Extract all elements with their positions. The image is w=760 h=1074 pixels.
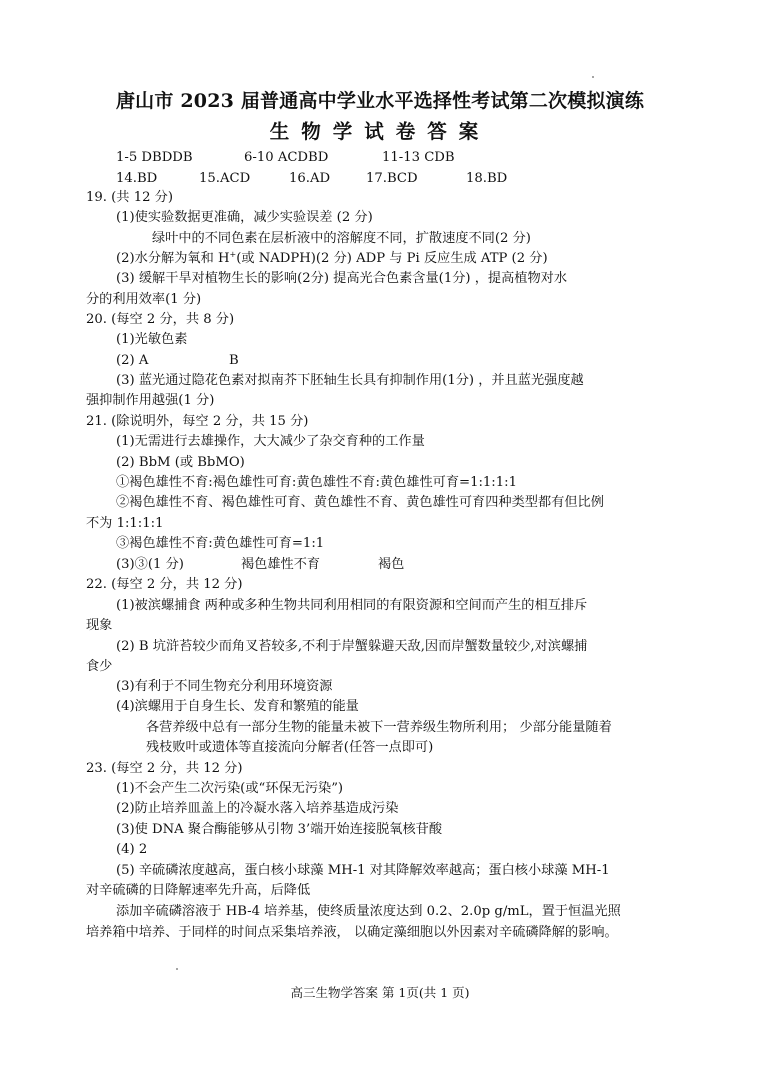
q21-line: 不为 1:1:1:1 xyxy=(86,516,164,531)
q19-line: 分的利用效率(1 分) xyxy=(86,292,202,307)
q21-heading: 21. (除说明外，每空 2 分，共 15 分) xyxy=(86,414,309,429)
q22-line: (2) B 坑浒苔较少而角叉苔较多,不利于岸蟹躲避天敌,因而岸蟹数量较少,对滨螺捕 xyxy=(116,639,588,654)
page-title: 唐山市 2023 届普通高中学业水平选择性考试第二次模拟演练 xyxy=(115,90,645,112)
q21-line: ②褐色雄性不育、褐色雄性可育、黄色雄性不育、黄色雄性可育四种类型都有但比例 xyxy=(116,495,604,510)
q22-line: 残枝败叶或遗体等直接流向分解者(任答一点即可) xyxy=(146,740,434,755)
q23-line: (4) 2 xyxy=(116,842,148,857)
q22-line: 现象 xyxy=(86,618,113,633)
q21-line: ③褐色雄性不育:黄色雄性可育=1:1 xyxy=(116,536,325,551)
q21-line: ①褐色雄性不育:褐色雄性可育:黄色雄性不育:黄色雄性可育=1:1:1:1 xyxy=(116,475,517,490)
q19-heading: 19. (共 12 分) xyxy=(86,190,173,205)
scan-speck xyxy=(176,968,178,970)
choice-answer-17: 17.BCD xyxy=(366,171,418,186)
choice-answer-14: 14.BD xyxy=(116,171,158,186)
q20-line: (2) A xyxy=(116,353,149,368)
choice-answers-6-10: 6-10 ACDBD xyxy=(244,150,329,165)
q22-line: (3)有利于不同生物充分利用环境资源 xyxy=(116,679,333,694)
q23-heading: 23. (每空 2 分，共 12 分) xyxy=(86,761,243,776)
q20-line: (3) 蓝光通过隐花色素对拟南芥下胚轴生长具有抑制作用(1分) ，并且蓝光强度越 xyxy=(116,373,584,388)
q19-line: (3) 缓解干旱对植物生长的影响(2分) 提高光合色素含量(1分) ，提高植物对水 xyxy=(116,271,568,286)
q19-line-part: (或 NADPH)(2 分) ADP 与 Pi 反应生成 ATP (2 分) xyxy=(236,251,548,266)
q19-line: 绿叶中的不同色素在层析液中的溶解度不同，扩散速度不同(2 分) xyxy=(152,231,531,246)
q20-line: B xyxy=(229,353,239,368)
q21-line: 褐色雄性不育 xyxy=(241,557,321,572)
q23-line: 对辛硫磷的日降解速率先升高，后降低 xyxy=(86,883,311,898)
q19-line xyxy=(116,250,548,268)
q20-line: (1)光敏色素 xyxy=(116,332,188,347)
q20-line: 强抑制作用越强(1 分) xyxy=(86,393,215,408)
q23-line: (1)不会产生二次污染(或“环保无污染”) xyxy=(116,781,344,796)
q20-heading: 20. (每空 2 分，共 8 分) xyxy=(86,312,235,327)
choice-answers-11-13: 11-13 CDB xyxy=(382,150,455,165)
choice-answers-1-5: 1-5 DBDDB xyxy=(116,150,193,165)
q22-line: (1)被滨螺捕食 两种或多种生物共同利用相同的有限资源和空间而产生的相互排斥 xyxy=(116,598,588,613)
q19-line-part: (2)水分解为氧和 H xyxy=(116,251,230,266)
q21-line: (1)无需进行去雄操作，大大减少了杂交育种的工作量 xyxy=(116,434,425,449)
choice-answer-16: 16.AD xyxy=(289,171,331,186)
choice-answer-18: 18.BD xyxy=(466,171,508,186)
q21-line: (2) BbM (或 BbMO) xyxy=(116,455,245,470)
superscript-plus: + xyxy=(229,250,237,259)
page-subtitle: 生物学试卷答案 xyxy=(269,120,491,143)
q23-line: (5) 辛硫磷浓度越高，蛋白核小球藻 MH-1 对其降解效率越高；蛋白核小球藻 MH-1 xyxy=(116,863,610,878)
q23-line: (3)使 DNA 聚合酶能够从引物 3’端开始连接脱氧核苷酸 xyxy=(116,822,443,837)
q23-line: 培养箱中培养、于同样的时间点采集培养液， 以确定藻细胞以外因素对辛硫磷降解的影响。 xyxy=(86,925,618,940)
q19-line: (1)使实验数据更准确，减少实验误差 (2 分) xyxy=(116,210,373,225)
q22-line: (4)滨螺用于自身生长、发育和繁殖的能量 xyxy=(116,699,359,714)
choice-answer-15: 15.ACD xyxy=(199,171,251,186)
q22-line: 各营养级中总有一部分生物的能量未被下一营养级生物所利用； 少部分能量随着 xyxy=(146,720,612,735)
page-footer: 高三生物学答案 第 1页(共 1 页) xyxy=(290,985,470,1000)
q21-line: (3)③(1 分) xyxy=(116,557,184,572)
q23-line: (2)防止培养皿盖上的冷凝水落入培养基造成污染 xyxy=(116,801,399,816)
scan-speck xyxy=(592,76,594,78)
q22-heading: 22. (每空 2 分，共 12 分) xyxy=(86,577,243,592)
q23-line: 添加辛硫磷溶液于 HB-4 培养基，使终质量浓度达到 0.2、2.0p g/mL，置于恒温光照 xyxy=(116,904,621,919)
q21-line: 褐色 xyxy=(378,557,405,572)
q22-line: 食少 xyxy=(86,659,113,674)
